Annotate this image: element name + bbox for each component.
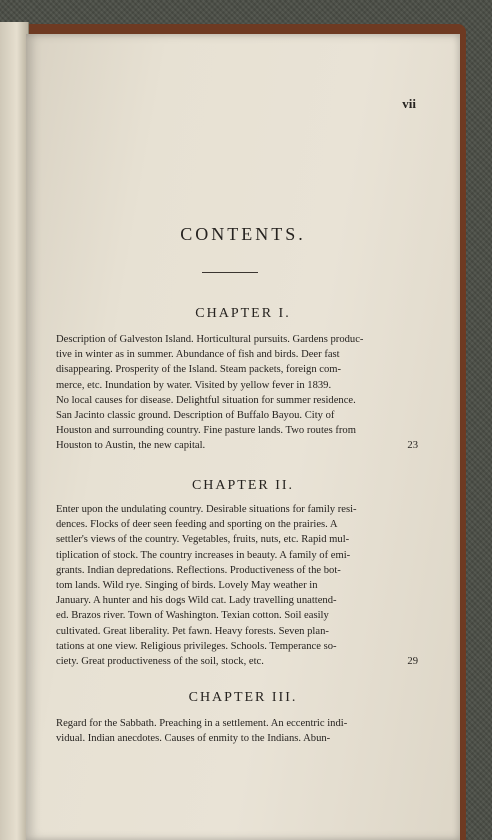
summary-line: Enter upon the undulating country. Desirable situations for family resi- [56, 504, 357, 515]
summary-line: Description of Galveston Island. Horticultural pursuits. Gardens produc- [56, 334, 364, 345]
chapter-summary [56, 716, 418, 746]
summary-line: merce, etc. Inundation by water. Visited by yellow fever in 1839. [56, 379, 332, 391]
chapter-page-number: 29 [407, 656, 418, 668]
book-page [26, 34, 460, 840]
chapter-heading: CHAPTER I. [195, 306, 291, 321]
summary-line: San Jacinto classic ground. Description of Buffalo Bayou. City of [56, 410, 335, 422]
summary-line: No local causes for disease. Delightful situation for summer residence. [56, 394, 356, 406]
summary-line: cultivated. Great liberality. Pet fawn. Heavy forests. Seven plan- [56, 625, 329, 637]
chapter-page-number: 23 [407, 440, 418, 452]
summary-line: disappearing. Prosperity of the Island. Steam packets, foreign com- [56, 364, 342, 376]
chapter-heading: CHAPTER II. [191, 478, 295, 493]
summary-line: grants. Indian depredations. Reflections. Productiveness of the bot- [56, 564, 341, 576]
left-page-edge [0, 22, 29, 840]
summary-line: January. A hunter and his dogs Wild cat. Lady travelling unattend- [56, 595, 337, 607]
summary-line: settler's views of the country. Vegetables, fruits, nuts, etc. Rapid mul- [56, 534, 350, 546]
title-rule [202, 272, 258, 273]
summary-line: tive in winter as in summer. Abundance of fish and birds. Deer fast [56, 349, 340, 361]
summary-line: ed. Brazos river. Town of Washington. Texian cotton. Soil easily [56, 610, 329, 622]
summary-line: Regard for the Sabbath. Preaching in a settlement. An eccentric indi- [56, 718, 348, 729]
summary-line: ciety. Great productiveness of the soil, stock, etc. 29 [56, 654, 418, 669]
chapter-summary [56, 332, 418, 454]
summary-line: tiplication of stock. The country increases in beauty. A family of emi- [56, 549, 351, 561]
summary-line: Houston to Austin, the new capital. 23 [56, 438, 418, 453]
summary-line: tom lands. Wild rye. Singing of birds. Lovely May weather in [56, 580, 318, 592]
page-title: CONTENTS. [180, 224, 306, 244]
summary-line: vidual. Indian anecdotes. Causes of enmity to the Indians. Abun- [56, 733, 331, 745]
chapter-heading: CHAPTER III. [188, 690, 298, 705]
chapter-summary [56, 502, 418, 669]
summary-line: dences. Flocks of deer seen feeding and sporting on the prairies. A [56, 519, 338, 531]
summary-line: Houston and surrounding country. Fine pasture lands. Two routes from [56, 425, 356, 437]
summary-line: tations at one view. Religious privileges. Schools. Temperance so- [56, 640, 337, 652]
page-number: vii [402, 96, 416, 111]
